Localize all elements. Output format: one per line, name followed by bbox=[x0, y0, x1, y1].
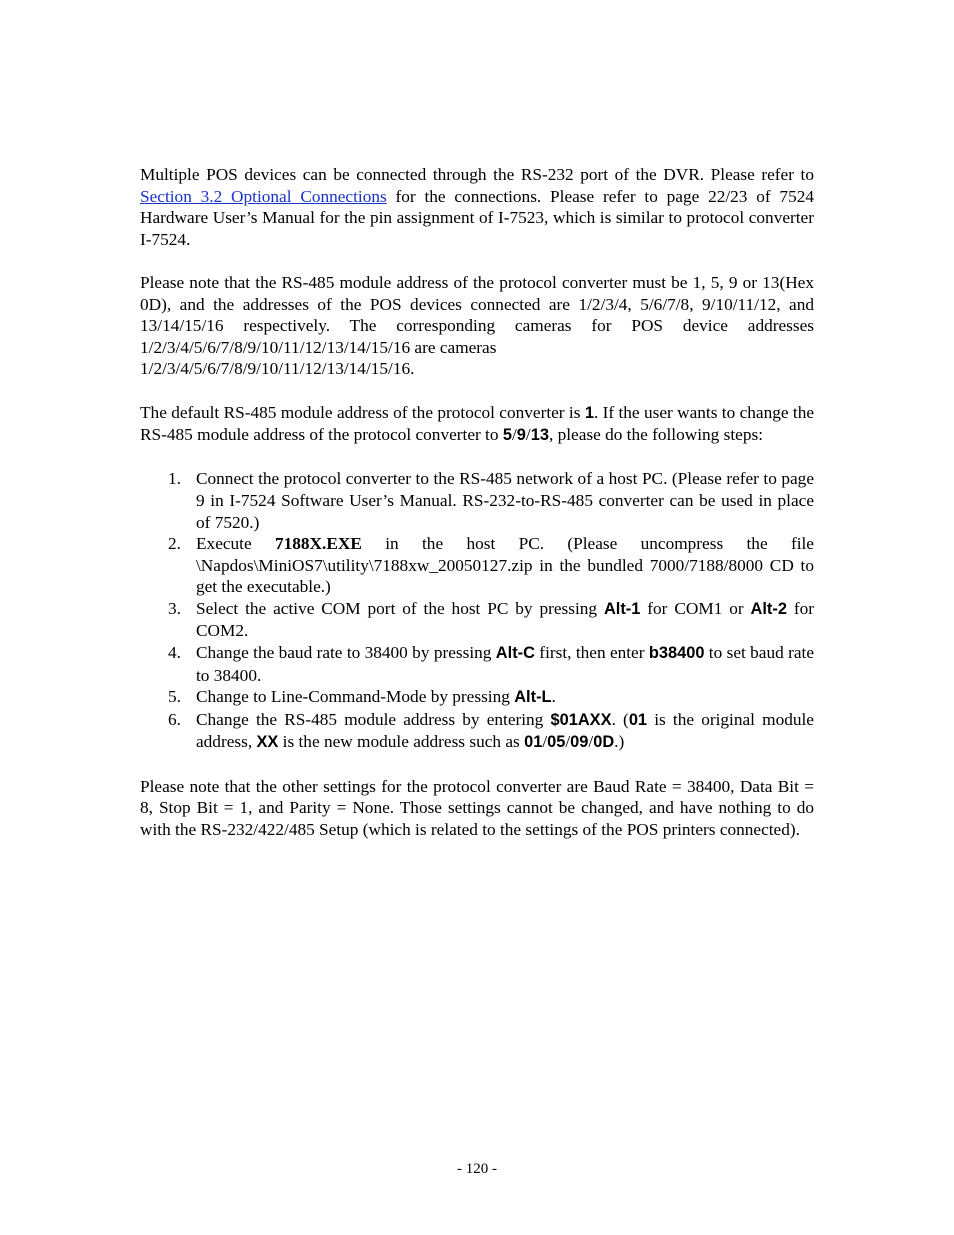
page-number: - 120 - bbox=[457, 1161, 497, 1177]
paragraph-other-settings: Please note that the other settings for the protocol converter are Baud Rate = 38400, Data Bit = 8, Stop Bit = 1, and Parity = None. Those settings cannot be changed, and have nothing to do with the RS-232/422/485 Setup (which is related to the settings of the POS printers connected). bbox=[140, 776, 814, 839]
paragraph-text: Multiple POS devices can be connected through the RS-232 port of the DVR. Please refer to bbox=[140, 165, 814, 184]
step-text: for COM1 or bbox=[640, 598, 751, 618]
step-number: 5. bbox=[168, 687, 181, 707]
document-body bbox=[140, 164, 814, 840]
address-09: 09 bbox=[570, 733, 589, 752]
step-text: first, then enter bbox=[534, 643, 649, 663]
step-text: Change to Line-Command-Mode by pressing bbox=[196, 687, 515, 707]
separator: / bbox=[565, 732, 571, 752]
paragraph-pos-devices bbox=[140, 164, 814, 250]
list-item bbox=[140, 709, 814, 754]
address-9: 9 bbox=[516, 426, 526, 445]
list-item bbox=[140, 468, 814, 533]
step-text: Change the RS-485 module address by entering bbox=[196, 709, 551, 729]
separator: / bbox=[588, 732, 594, 752]
step-number: 4. bbox=[168, 643, 181, 663]
key-alt-1: Alt-1 bbox=[603, 599, 641, 618]
separator: / bbox=[525, 425, 531, 445]
address-5: 5 bbox=[502, 426, 512, 445]
step-number: 2. bbox=[168, 534, 181, 554]
list-item bbox=[140, 533, 814, 598]
step-text: . bbox=[551, 687, 556, 707]
list-item bbox=[140, 598, 814, 642]
step-text: .) bbox=[614, 732, 625, 752]
paragraph-text: for the connections. Please refer to page 22/23 of 7524 Hardware User’s Manual for the pin assignment of I-7523, which is similar to protocol converter I-7524. bbox=[140, 186, 814, 249]
paragraph-text: Please note that the RS-485 module address of the protocol converter must be 1, 5, 9 or 13(Hex 0D), and the addresses of the POS devices connected are 1/2/3/4, 5/6/7/8, 9/10/11/12, and 13/14/15/16 respectively. The corresponding cameras for POS device addresses 1/2/3/4/5/6/7/8/9/10/11/12/13/14/15/16 are cameras bbox=[140, 272, 814, 357]
step-text: . ( bbox=[611, 709, 629, 729]
step-text: Connect the protocol converter to the RS-485 network of a host PC. (Please refer to page 9 in I-7524 Software User’s Manual. RS-232-to-RS-485 converter can be used in place of 7520.) bbox=[196, 469, 814, 532]
step-text: for COM2. bbox=[196, 598, 814, 641]
paragraph-default-address bbox=[140, 402, 814, 447]
paragraph-camera-list: 1/2/3/4/5/6/7/8/9/10/11/12/13/14/15/16. bbox=[140, 359, 415, 379]
step-text: Change the baud rate to 38400 by pressing bbox=[196, 643, 496, 663]
section-3-2-link[interactable]: Section 3.2 Optional Connections bbox=[140, 186, 387, 206]
original-address: 01 bbox=[628, 710, 648, 729]
separator: / bbox=[511, 425, 517, 445]
address-13: 13 bbox=[530, 426, 549, 445]
address-01: 01 bbox=[524, 733, 543, 752]
key-alt-2: Alt-2 bbox=[750, 599, 787, 618]
step-number: 6. bbox=[168, 709, 181, 729]
paragraph-text: . If the user wants to change the RS-485 module address of the protocol converter to bbox=[140, 402, 814, 445]
key-alt-c: Alt-C bbox=[495, 644, 535, 663]
step-text: Select the active COM port of the host PC by pressing bbox=[196, 598, 604, 618]
step-number: 3. bbox=[168, 598, 181, 618]
command-b38400: b38400 bbox=[648, 644, 705, 663]
address-05: 05 bbox=[547, 733, 566, 752]
executable-name: 7188X.EXE bbox=[274, 534, 362, 554]
address-1: 1 bbox=[584, 403, 594, 422]
step-text: is the original module address, bbox=[196, 709, 814, 752]
key-alt-l: Alt-L bbox=[514, 688, 552, 707]
new-address-placeholder: XX bbox=[256, 733, 279, 752]
step-text: to set baud rate to 38400. bbox=[196, 643, 814, 685]
step-text: Execute bbox=[196, 534, 275, 554]
step-text: is the new module address such as bbox=[278, 732, 525, 752]
paragraph-text: The default RS-485 module address of the protocol converter is bbox=[140, 402, 585, 422]
paragraph-text: , please do the following steps: bbox=[548, 425, 763, 445]
separator: / bbox=[542, 732, 548, 752]
list-item bbox=[140, 686, 814, 709]
step-text: in the host PC. (Please uncompress the file \Napdos\MiniOS7\utility\7188xw_20050127.zip in the bundled 7000/7188/8000 CD to get the executable.) bbox=[196, 534, 814, 597]
address-0d: 0D bbox=[593, 733, 615, 752]
step-number: 1. bbox=[168, 469, 181, 489]
command-01axx: $01AXX bbox=[550, 710, 612, 729]
steps-list bbox=[140, 468, 814, 754]
paragraph-module-address bbox=[140, 272, 814, 358]
list-item bbox=[140, 642, 814, 686]
